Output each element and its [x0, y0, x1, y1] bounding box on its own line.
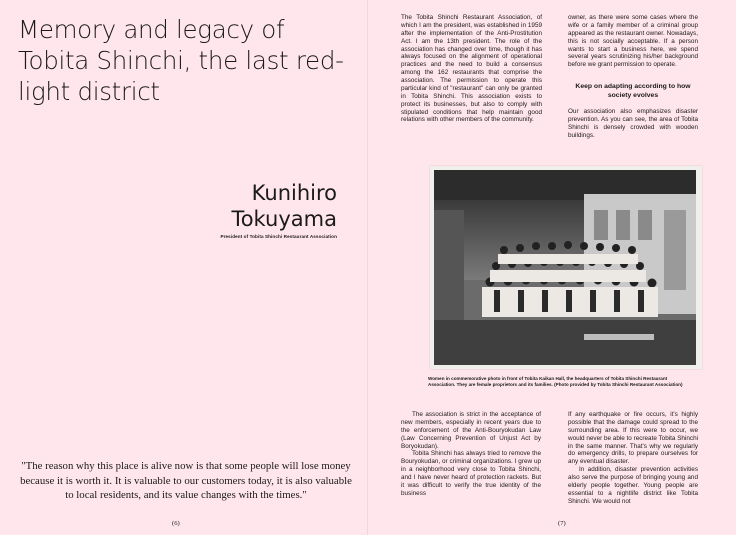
paragraph: In addition, disaster prevention activities also serve the purpose of bringing young and elderly people together. Young people are essential to a nightlife district like Tobita Shinchi. We would not [568, 466, 698, 505]
paragraph: Our association also emphasizes disaster prevention. As you can see, the area of Tobita Shinchi is densely crowded with wooden buildings. [568, 108, 698, 139]
section-heading: Keep on adapting according to how society evolves [575, 83, 691, 99]
column-1-top [401, 14, 542, 124]
column-2-bottom [568, 411, 698, 506]
author-name [231, 180, 337, 232]
page-number-left: (6) [172, 520, 180, 527]
group-photo-image [434, 170, 696, 365]
paragraph: owner, as there were some cases where the wife or a family member of a criminal group appeared as the restaurant owner. Nowadays, this is not socially acceptable. If a person wants to start a business here, we spend several years scrutinizing his/her background before we grant permission to operate. [568, 14, 698, 69]
author-first-name: Kunihiro [251, 181, 337, 205]
paragraph: If any earthquake or fire occurs, it's highly possible that the damage could spread to the surrounding area. If this were to occur, we would never be able to recreate Tobita Shinchi in the same manner. That's why we regularly do emergency drills, to prepare ourselves for any eventual disaster. [568, 411, 699, 466]
author-last-name: Tokuyama [231, 207, 337, 231]
pull-quote: "The reason why this place is alive now is that some people will lose money because it is worth it. It is valuable to our customers today, it is also valuable to local residents, and its value changes with the times." [20, 460, 352, 502]
column-1-bottom [401, 411, 541, 498]
right-page [368, 0, 736, 535]
author-role: President of Tobita Shinchi Restaurant Association [220, 234, 337, 239]
photo-caption: Women in commemorative photo in front of Tobita Kaikan Hall, the headquarters of Tobita Shinchi Restaurant Association. They are female proprietors and its families. (Photo provided by Tobita Shinchi Restaurant Association) [428, 376, 683, 387]
group-photo [430, 166, 702, 369]
page-number-right: (7) [558, 520, 566, 527]
paragraph: The Tobita Shinchi Restaurant Association, of which I am the president, was established in 1959 after the implementation of the Anti-Prostitution Act. I am the 13th president. The role of the association has changed over time, though it has always focused on the alignment of operational practices and the need to build a consensus among the 162 restaurants that comprise the association. The permission to operate this particular kind of "restaurant" can only be granted in Tobita Shinchi. This association exists to protect its businesses, but also to comply with stipulated conditions that help maintain good relations with other members of the community. [401, 14, 542, 124]
column-2-top [568, 14, 698, 140]
paragraph: Tobita Shinchi has always tried to remove the Bouryokudan, or criminal organizations. I grew up in a neighborhood very close to Tobita Shinchi, and I have never heard of protection rackets. But it was difficult to verify the true identity of the business [401, 450, 541, 497]
article-title: Memory and legacy of Tobita Shinchi, the last red-light district [18, 15, 344, 106]
paragraph: The association is strict in the acceptance of new members, especially in recent years due to the enforcement of the Anti-Bouryokudan Law (Law Concerning Prevention of Unjust Act by Boryokudan). [401, 411, 541, 450]
